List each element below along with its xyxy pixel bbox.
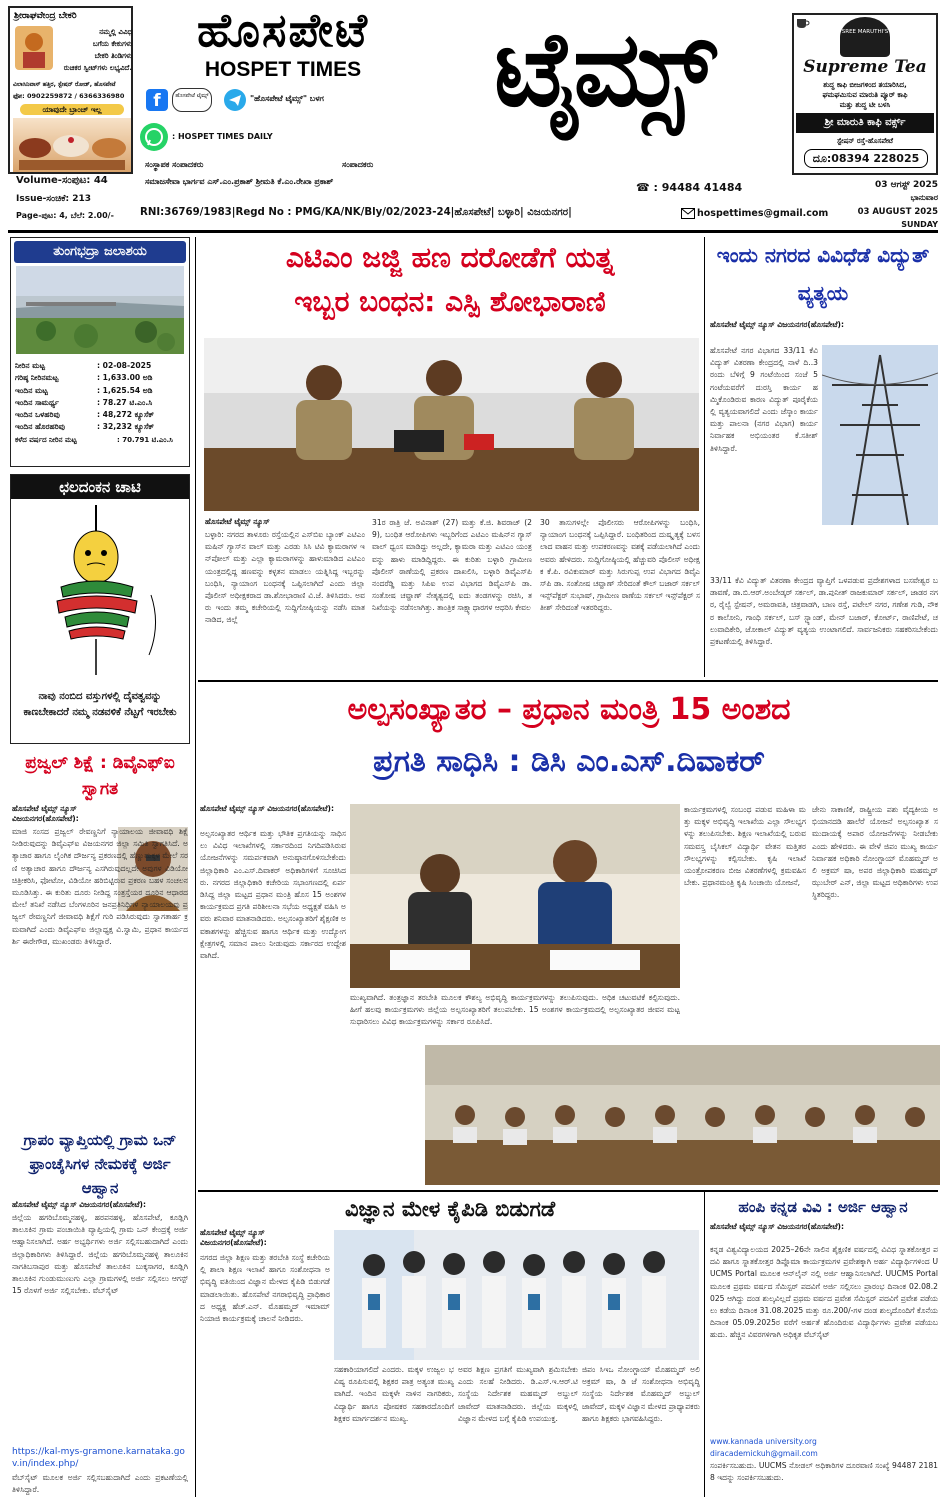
prajwal-byline: ಹೊಸಪೇಟೆ ಟೈಮ್ಸ್ ನ್ಯೂಸ್ ವಿಜಯನಗರ(ಹೊಸಪೇಟೆ): [12,804,79,823]
lead-headline-1: ಎಟಿಎಂ ಜಜ್ಜಿ ಹಣ ದರೋಡೆಗೆ ಯತ್ನ [285,241,615,274]
facebook-badge [172,88,212,112]
minority-col-4: ಜೇನು ಸಾಕಾಣಿಕೆ, ರಾಷ್ಟ್ರೀಯ ಪಶು ವೈದ್ಯಕೀಯ ಅಭಿಯಾನದಡಿ ಹಾಲೆರೆ ಯೋಜನೆ ಅಲ್ಪಸಂಖ್ಯಾತ ಸಮುದಾಯಕ್ಕೆ ಅಪಾರ ಯೋಜನೆಗಳನ್ನು ನೀಡಬೇಕು ಎಂದು ಹೇಳಿದರು. ಈ ವೇಳೆ ಜಿಪಂ ಮುಖ್ಯ ಕಾರ್ಯನಿರ್ವಾಹಕ ಅಧಿಕಾರಿ ನೋಂಗ್ಜಾಯ್ ಮೊಹಮ್ಮದ್ ಅಲಿ ಅಕ್ರಮ್ ಷಾ, ಅಪರ ಜಿಲ್ಲಾಧಿಕಾರಿ ಮಹಮ್ಮದ್ ಝುಬೇರ್ ಎನ್, ಜಿಲ್ಲಾ ಮಟ್ಟದ ಅಧಿಕಾರಿಗಳು ಉಪಸ್ಥಿತರಿದ್ದರು. [812,805,938,900]
dam-row [15,409,187,421]
meeting-hall-photo [425,1045,940,1185]
lead-col-1: ಬಳ್ಳಾರಿ: ನಗರದ ತಾಳೂರು ರಸ್ತೆಯಲ್ಲಿನ ಎಸ್‌ಬಿಐ ಬ್ಯಾಂಕ್ ಎಟಿಎಂ ಮಷಿನ್ ಗ್ಯಾಸ್‌ನ ವಾಲ್ ಮತ್ತು ಎರಡು ಸಿಸಿ ಟಿವಿ ಕ್ಯಾಮರಾಗಳ ಇನ್‌ಪೋಲ್ ಮತ್ತು ಎಲ್ಲಾ ಕ್ಯಾಮರಾಗಳನ್ನು ಹಾಳುಮಾಡಿದ ಎಟಿಎಂ ಯಂತ್ರದಲ್ಲಿದ್ದ ಹಣವನ್ನು ಕಳ್ಳತನ ಮಾಡಲು ಯತ್ನಿಸಿದ್ದ ಇಬ್ಬರನ್ನು ಬಂಧಿಸಿ, ನ್ಯಾಯಾಂಗ ಬಂಧನಕ್ಕೆ ಒಪ್ಪಿಸಲಾಗಿದೆ ಎಂದು ಜಿಲ್ಲಾ ಪೊಲೀಸ್ ಅಧೀಕ್ಷಕರಾದ ಡಾ.ಶೋಭಾರಾಣಿ ವಿ.ಜೆ. ತಿಳಿಸಿದರು. ಅವರು ಇಂದು ತಮ್ಮ ಕಚೇರಿಯಲ್ಲಿ ಸುದ್ದಿಗೋಷ್ಠಿಯನ್ನು ನಡೆಸಿ ಮಾತನಾಡಿದ, ಜಿಲ್ಲೆ [205,530,365,625]
hampi-headline: ಹಂಪಿ ಕನ್ನಡ ವಿವಿ : ಅರ್ಜಿ ಆಹ್ವಾನ [738,1198,908,1216]
cartoon-drawing [21,505,181,685]
founder-label: ಸಂಸ್ಥಾಪಕ ಸಂಪಾದಕರು [145,160,204,169]
phone: ☎ : 94484 41484 [636,181,743,194]
bakery-ad [8,6,133,174]
tea-logo [840,17,890,57]
dam-row-value: : 02-08-2025 [97,361,152,370]
tea-brand: Supreme Tea [803,57,927,77]
bakery-line-1: ನಮ್ಮಲ್ಲಿ ವಿವಿಧ [99,28,132,36]
gramone-link[interactable]: https://kal-mys-gramone.karnataka.gov.in/index.php/ [12,1447,185,1469]
science-col-1: ನಗರದ ಜಿಲ್ಲಾ ಶಿಕ್ಷಣ ಮತ್ತು ತರಬೇತಿ ಸಂಸ್ಥೆ ಕಚೇರಿಯಲ್ಲಿ ಶಾಲಾ ಶಿಕ್ಷಣ ಇಲಾಖೆ ಹಾಗೂ ಸಂಶೋಧನಾ ಅಭಿವೃದ್ಧಿ ವತಿಯಿಂದ ವಿಜ್ಞಾನ ಮೇಳದ ಕೈಪಿಡಿ ಬಿಡುಗಡೆ ಮಾಡಲಾಯಿತು. ಹೊಸಪೇಟೆ ನಗರಾಭಿವೃದ್ಧಿ ಪ್ರಾಧಿಕಾರದ ಅಧ್ಯಕ್ಷ ಹೆಚ್.ಎನ್. ಮೊಹಮ್ಮದ್ ಇಮಾಮ್ ನಿಯಾಜಿ ಕಾರ್ಯಕ್ರಮಕ್ಕೆ ಚಾಲನೆ ನೀಡಿದರು. [200,1253,330,1324]
facebook-icon[interactable]: f [146,89,168,111]
dam-row [15,421,187,433]
minority-headline-1: ಅಲ್ಪಸಂಖ್ಯಾತರ – ಪ್ರಧಾನ ಮಂತ್ರಿ 15 ಅಂಶದ [347,692,791,727]
tea-line-3: ಮತ್ತು ಶುದ್ಧ ಟೀ ಬಳಸಿ [839,101,891,109]
bakery-line-3: ಬೇಕರಿ ತಿಂಡಿಗಳು [94,52,132,60]
gramone-tail: ವೆಬ್‌ಸೈಟ್ ಮೂಲಕ ಅರ್ಜಿ ಸಲ್ಲಿಸಬಹುದಾಗಿದೆ ಎಂದು ಪ್ರಕಟಣೆಯಲ್ಲಿ ತಿಳಿಸಿದ್ದಾರೆ. [12,1473,188,1495]
power-body-bottom: 33/11 ಕೆವಿ ವಿದ್ಯುತ್ ವಿತರಣಾ ಕೇಂದ್ರದ ವ್ಯಾಪ್ತಿಗೆ ಒಳಪಡುವ ಪ್ರದೇಶಗಳಾದ ಬಸವೇಶ್ವರ ಬಡಾವಣೆ, ಡಾ.ಬಿ.ಆರ್.ಅಂಬೇಡ್ಕರ್ ಸರ್ಕಲ್, ಡಾ.ಪುನೀತ್ ರಾಜಕುಮಾರ್ ಸರ್ಕಲ್, ಜಾಡರ ನಗರ, ರೈಲ್ವೆ ಸ್ಟೇಷನ್, ಅಮರಾವತಿ, ಚಿತ್ರವಾಡಗಿ, ಬಾಣ ರಸ್ತೆ, ಪಟೇಲ್ ನಗರ, ಗಣೇಶ ಗುಡಿ, ನೌಕರ ಕಾಲೋನಿ, ಗಾಂಧಿ ಸರ್ಕಲ್, ಬಸ್ ಸ್ಟ್ಯಾಂಡ್, ಮೇನ್ ಬಜಾರ್, ಕೋರ್ಟ್, ರಾಣಿಪೇಟೆ, ಚಲುವಾದಿಕೇರಿ, ಜೋಕಾಲ್ ವಿದ್ಯುತ್ ವ್ಯತ್ಯಯ ಉಂಟಾಗಲಿದೆ. ಸಾರ್ವಜನಿಕರು ಸಹಕರಿಸಬೇಕೆಂದು ಪ್ರಕಟಣೆಯಲ್ಲಿ ತಿಳಿಸಿದ್ದಾರೆ. [710,576,938,647]
bakery-ad-title: ಶ್ರೀರಾಘವೇಂದ್ರ ಬೇಕರಿ [14,11,77,21]
bakery-phones: ಫೋ: 0902259872 / 6366336980 [13,92,125,100]
left-column-divider [195,237,196,1497]
dam-row-label: ಗರಿಷ್ಠ ನೀರಿನಮಟ್ಟ [15,373,59,383]
prajwal-body: ಮಾಜಿ ಸಂಸದ ಪ್ರಜ್ವಲ್ ರೇವಣ್ಣನಿಗೆ ನ್ಯಾಯಾಲಯ ಜೀವಾವಧಿ ಶಿಕ್ಷೆ ನೀಡಿರುವುದನ್ನು ಡಿವೈಎಫ್ಐ ವಿಜಯನಗರ ಜಿಲ್ಲಾ ಸಮಿತಿ ಸ್ವಾಗತಿಸಿದೆ. ಅತ್ಯಾಚಾರ ಹಾಗೂ ಲೈಂಗಿಕ ದೌರ್ಜನ್ಯ ಪ್ರಕರಣದಲ್ಲಿ ಹೆಣ್ಣುಮಕ್ಕಳ ಮೇಲೆ ಸರಣಿ ಅತ್ಯಾಚಾರ ಹಾಗೂ ದೌರ್ಜನ್ಯ ಎಸಗಿರುವುದಲ್ಲದೇ ಅವುಗಳ ವಿಡಿಯೋ ಚಿತ್ರೀಕರಿಸಿ, ಫೋಟೋ, ವಿಡಿಯೋ ಹರಿಬಿಟ್ಟಿರುವ ಪ್ರಕರಣ ಬಹಳ ಸಂಚಲನ ಮೂಡಿಸಿತ್ತು. ಈ ಕುರಿತು ದೂರು ನೀಡಿದ್ದ ಸಂತ್ರಸ್ತೆಯರ ದೂರಿನ ಆಧಾರದ ಮೇಲೆ ತನಿಖೆ ನಡೆಸಿದ ಬೆಂಗಳೂರಿನ ಜನಪ್ರತಿನಿಧಿಗಳ ನ್ಯಾಯಾಲಯವು ಪ್ರಜ್ವಲ್ ರೇವಣ್ಣನಿಗೆ ಜೀವಾವಧಿ ಶಿಕ್ಷೆಗೆ ಗುರಿ ಪಡಿಸಿರುವುದು ಸ್ವಾಗತಾರ್ಹ ಕ್ರಮವಾಗಿದೆ ಎಂದು ಡಿವೈಎಫ್ಐ ಜಿಲ್ಲಾಧ್ಯಕ್ಷ ವಿ.ಸ್ವಾಮಿ, ಪ್ರಧಾನ ಕಾರ್ಯದರ್ಶಿ ಈರೇಗೌಡ, ಮುಖಂಡರು ತಿಳಿಸಿದ್ದಾರೆ. [12,827,188,946]
science-col-4: ಜಿಪಂ ಸಿಇಒ ನೋಂಗ್ಜಾಯ್ ಮೊಹಮ್ಮದ್ ಅಲಿ ಅಕ್ರಮ್ ಷಾ, ಡಿ ಜೆ ಸಂಶೋಧನಾ ಅಭಿವೃದ್ಧಿ ಸಂಸ್ಥೆಯ ನಿರ್ದೇಶಕ ಮೊಹಮ್ಮದ್ ಅಬ್ದುಲ್ ಜಾವೇದ್, ಮಕ್ಕಳ ವಿಜ್ಞಾನ ಮೇಳದ ಪ್ರಾಧ್ಯಾಪಕರು ಹಾಗೂ ಶಿಕ್ಷಕರು ಭಾಗವಹಿಸಿದ್ದರು. [582,1365,700,1423]
english-title: HOSPET TIMES [204,58,362,81]
dam-row-label: ಇಂದಿನ ಹೊರಹರಿವು [15,422,65,432]
dam-row-value: : 1,633.00 ಅಡಿ [97,373,153,383]
dam-row [15,397,187,409]
page-price: Page-ಪುಟ: 4, ಬೆಲೆ: 2.00/- [16,211,114,220]
power-byline: ಹೊಸಪೇಟೆ ಟೈಮ್ಸ್ ನ್ಯೂಸ್ ವಿಜಯನಗರ(ಹೊಸಪೇಟೆ): [710,320,844,329]
hampi-byline: ಹೊಸಪೇಟೆ ಟೈಮ್ಸ್ ನ್ಯೂಸ್ ವಿಜಯನಗರ(ಹೊಸಪೇಟೆ): [710,1222,844,1231]
dam-row-label: ನೀರಿನ ಮಟ್ಟ [15,361,46,370]
dam-row-value: : 70.791 ಟಿ.ಎಂ.ಸಿ [117,435,173,444]
bakery-address: ವಿಲಾಸಿನಿವಾಸ್ ಹತ್ತಿರ, ಸ್ಟೇಷನ್ ರೋಡ್, ಹೊಸಪೇಟೆ [13,81,116,88]
tea-shop: ಶ್ರೀ ಮಾರುತಿ ಕಾಫಿ ವರ್ಕ್ಸ್ [796,113,934,133]
power-body-top: ಹೊಸಪೇಟೆ ನಗರ ವಿಭಾಗದ 33/11 ಕೆವಿ ವಿದ್ಯುತ್ ವಿತರಣಾ ಕೇಂದ್ರದಲ್ಲಿ ನಾಳೆ ದಿ..3 ರಂದು ಬೆಳಿಗ್ಗೆ 9 ಗಂಟೆಯಿಂದ ಸಂಜೆ 5 ಗಂಟೆಯವರೆಗೆ ದುರಸ್ತಿ ಕಾರ್ಯ ಹಮ್ಮಿಕೊಂಡಿರುವ ಕಾರಣ ವಿದ್ಯುತ್ ಪೂರೈಕೆಯಲ್ಲಿ ವ್ಯತ್ಯಯವಾಗಲಿದೆ ಎಂದು ಜೆಸ್ಕಾಂ ಕಾರ್ಯ ಮತ್ತು ಪಾಲನಾ (ನಗರ ವಿಭಾಗ) ಕಾರ್ಯನಿರ್ವಾಹಕ ಅಭಿಯಂತರ ಕೆ.ಸತೀಶ್ ತಿಳಿಸಿದ್ದಾರೆ. [710,346,818,453]
lead-headline-2: ಇಬ್ಬರ ಬಂಧನ: ಎಸ್ಪಿ ಶೋಭಾರಾಣಿ [294,285,606,318]
day-en: SUNDAY [901,220,938,229]
tea-phone: ದೂ:08394 228025 [804,149,928,168]
big-title: ಟೈಮ್ಸ್ [494,7,712,130]
tea-line-2: ಘಮಘಮಿಸುವ ಮಾರುತಿ ಪ್ಯೂರ್ ಕಾಫಿ [822,91,908,99]
dam-photo [16,266,184,354]
telegram-label: "ಹೊಸಪೇಟೆ ಟೈಮ್ಸ್" ಬಳಗ [250,94,324,103]
dam-row [15,385,187,397]
date-kn: 03 ಆಗಸ್ಟ್ 2025 [875,180,938,190]
dam-row-value: : 1,625.54 ಅಡಿ [97,385,153,395]
dam-box [10,237,190,467]
bakery-cakes-image [13,118,131,172]
minority-col-2: ಮುಖ್ಯವಾಗಿದೆ. ತಂತ್ರಜ್ಞಾನ ತರಬೇತಿ ಮೂಲಕ ಕೌಶಲ್ಯ ಅಭಿವೃದ್ಧಿ ಕಾರ್ಯಕ್ರಮಗಳನ್ನು ತಲುಪಿಸುವುದು. ಅಧಿಕ ಚಟುವಟಿಕೆ ಕಲ್ಪಿಸುವುದು. ಹೀಗೆ ಹಲವು ಕಾರ್ಯಕ್ರಮಗಳು ಜಿಲ್ಲೆಯ ಅಲ್ಪಸಂಖ್ಯಾತರಿಗೆ ತಲುಪಬೇಕು. 15 ಅಂಶಗಳ ಕಾರ್ಯಕ್ರಮದಲ್ಲಿ ಅಲ್ಪಸಂಖ್ಯಾತರ ಜೀವನ ಮಟ್ಟ ಸುಧಾರಿಸಲು ವಿವಿಧ ಕಾರ್ಯಕ್ರಮಗಳನ್ನು ಸರ್ಕಾರ ರೂಪಿಸಿದೆ. [350,993,680,1027]
science-release-photo [334,1230,699,1360]
kannada-title: ಹೊಸಪೇಟೆ [196,3,370,57]
hampi-email[interactable]: diracademickuh@gmail.com [710,1449,818,1458]
date-en: 03 AUGUST 2025 [857,207,938,217]
volume: Volume-ಸಂಪುಟ: 44 [16,175,108,186]
telegram-icon[interactable] [224,89,246,111]
minority-col-3: ಕಾರ್ಯಕ್ರಮಗಳಲ್ಲಿ ಸಂಬಂಧ ಪಡುವ ಮಹಿಳಾ ಮತ್ತು ಮಕ್ಕಳ ಅಭಿವೃದ್ಧಿ ಇಲಾಖೆಯ ಎಲ್ಲಾ ಸೌಲಭ್ಯಗಳನ್ನು ತಲುಪಿಸಬೇಕು. ಶಿಕ್ಷಣ ಇಲಾಖೆಯಲ್ಲಿ ಬರುವ ಸಮವಸ್ತ್ರ ಬೈಸಿಕಲ್ ವಿದ್ಯಾರ್ಥಿ ವೇತನ ಮತ್ತಿತರ ಸೌಲಭ್ಯಗಳನ್ನು ಕಲ್ಪಿಸಬೇಕು. ಕೃಷಿ ಇಲಾಖೆ ಯಂತ್ರೋಪಕರಣ ಬೀಜ ವಿತರಣೆಗಳಲ್ಲಿ ಕ್ರಮವಹಿಸಬೇಕು. ಪ್ರಧಾನಮಂತ್ರಿ ಕೃಷಿ ಸಿಂಚಾಯಿ ಯೋಜನೆ, [684,805,806,888]
hampi-body: ಕನ್ನಡ ವಿಶ್ವವಿದ್ಯಾಲಯದ 2025–26ನೇ ಸಾಲಿನ ಶೈಕ್ಷಣಿಕ ವರ್ಷದಲ್ಲಿ ವಿವಿಧ ಸ್ನಾತಕೋತ್ತರ ಪದವಿ ಹಾಗೂ ಸ್ನಾತಕೋತ್ತರ ಡಿಪ್ಲೊಮಾ ಕಾರ್ಯಕ್ರಮಗಳ ಪ್ರವೇಶಕ್ಕಾಗಿ ಅರ್ಹ ವಿದ್ಯಾರ್ಥಿಗಳಿಂದ UUCMS Portal ಮೂಲಕ ಆನ್‌ಲೈನ್ ನಲ್ಲಿ ಅರ್ಜಿ ಆಹ್ವಾನಿಸಲಾಗಿದೆ. UUCMS Portal ಮೂಲಕ ಪ್ರಥಮ ವರ್ಷದ ಸೆಮಿಸ್ಟರ್ ಪದವಿಗೆ ಅರ್ಜಿ ಸಲ್ಲಿಸಲು ಪ್ರಾರಂಭ ದಿನಾಂಕ 02.08.2025 ಆಗಿದ್ದು ದಂಡ ಶುಲ್ಕವಿಲ್ಲದೆ ಪ್ರಥಮ ವರ್ಷದ ಪ್ರವೇಶ ಸೆಮಿಸ್ಟರ್ ಪದವಿಗೆ ಪ್ರವೇಶ ಪಡೆಯಲು ಕಡೆಯ ದಿನಾಂಕ 31.08.2025 ಮತ್ತು ರೂ.200/-ಗಳ ದಂಡ ಶುಲ್ಕದೊಂದಿಗೆ ಕೊನೆಯ ದಿನಾಂಕ 05.09.2025ರ ವರೆಗೆ ಅರ್ಹತೆ ಹೊಂದಿರುವ ವಿದ್ಯಾರ್ಥಿಗಳು ಪ್ರವೇಶ ಪಡೆಯಬಹುದು. ಹೆಚ್ಚಿನ ವಿವರಗಳಿಗಾಗಿ ಅಧಿಕೃತ ವೆಬ್‌ಸೈಟ್ [710,1245,938,1340]
dam-row-value: : 32,232 ಕ್ಯೂಸೆಕ್ [97,422,155,432]
mid-divider-1 [198,680,938,682]
dam-row-label: ಇಂದಿನ ಸಾಮರ್ಥ್ಯ [15,397,59,407]
dc-meeting-photo [350,804,680,988]
lead-power-divider [704,237,705,677]
editor-label: ಸಂಪಾದಕರು [342,160,374,169]
cartoon-caption: ನಾವು ನಂಬಿದ ವಸ್ತುಗಳಲ್ಲಿ ದೈವತ್ವವನ್ನು ಕಾಣಬೇಕಾದರೆ ನಮ್ಮ ನಡವಳಿಕೆ ನೆಟ್ಟಗೆ ಇರಬೇಕು [23,691,177,718]
gramone-body: ಜಿಲ್ಲೆಯ ಹಗರಿಬೊಮ್ಮನಹಳ್ಳಿ, ಹರಪನಹಳ್ಳಿ, ಹೊಸಪೇಟೆ, ಕೂಡ್ಲಿಗಿ ತಾಲೂಕಿನ ಗ್ರಾಮ ಪಂಚಾಯಿತಿ ವ್ಯಾಪ್ತಿಯಲ್ಲಿ ಗ್ರಾಮ ಒನ್ ಕೇಂದ್ರಕ್ಕೆ ಅರ್ಜಿ ಆಹ್ವಾನಿಸಲಾಗಿದೆ. ಅರ್ಹ ಅಭ್ಯರ್ಥಿಗಳು ಅರ್ಜಿ ಸಲ್ಲಿಸಬಹುದಾಗಿದೆ ಎಂದು ಜಿಲ್ಲಾಧಿಕಾರಿಗಳು ತಿಳಿಸಿದ್ದಾರೆ. ಜಿಲ್ಲೆಯ ಹಗರಿಬೊಮ್ಮನಹಳ್ಳಿ ತಾಲೂಕಿನ ನಾಗತಿಬಸಾಪುರ ಮತ್ತು ಹೊಸಪೇಟೆ ತಾಲೂಕಿನ ಬುಕ್ಕಸಾಗರ, ಕೂಡ್ಲಿಗಿ ತಾಲೂಕಿನ ಗುಂಡುಮುಣುಗು ಎಲ್ಲಾ ಗ್ರಾಮಗಳಲ್ಲಿ ಅರ್ಜಿ ಸಲ್ಲಿಸಲು ಆಗಸ್ಟ್ 15 ರೊಳಗೆ ಅರ್ಜಿ ಸಲ್ಲಿಸಬೇಕು. ವೆಬ್‌ಸೈಟ್ [12,1213,188,1296]
tea-ad [792,13,938,175]
gramone-byline: ಹೊಸಪೇಟೆ ಟೈಮ್ಸ್ ನ್ಯೂಸ್ ವಿಜಯನಗರ(ಹೊಸಪೇಟೆ): [12,1200,146,1209]
prajwal-headline: ಪ್ರಜ್ವಲ್ ಶಿಕ್ಷೆ : ಡಿವೈಎಫ್ಐ ಸ್ವಾಗತ [25,753,175,799]
lead-col-3: 30 ತಾಸುಗಳಲ್ಲೇ ಪೊಲೀಸರು ಆರೋಪಿಗಳನ್ನು ಬಂಧಿಸಿ, ನ್ಯಾಯಾಂಗ ಬಂಧನಕ್ಕೆ ಒಪ್ಪಿಸಿದ್ದಾರೆ. ಬಂಧಿತರಿಂದ ದುಷ್ಕೃತ್ಯಕ್ಕೆ ಬಳಸಲಾದ ವಾಹನ ಮತ್ತು ಉಪಕರಣವನ್ನು ವಶಕ್ಕೆ ಪಡೆಯಲಾಗಿದೆ ಎಂದು ಅವರು ಹೇಳಿದರು. ಸುದ್ದಿಗೋಷ್ಠಿಯಲ್ಲಿ ಹೆಚ್ಚುವರಿ ಪೊಲೀಸ್ ಅಧೀಕ್ಷಕ ಕೆ.ಪಿ. ರವಿಕುಮಾರ್ ಮತ್ತು ಸಿರುಗುಪ್ಪ ಉಪ ವಿಭಾಗದ ಡಿವೈಎಸ್‌ಪಿ ಡಾ. ಸಂತೋಷ ಚವ್ಹಾಣ್ ಸೇರಿದಂತೆ ಕೌಲ್ ಬಜಾರ್ ಸರ್ಕಲ್ ಇನ್ಸ್‌ಪೆಕ್ಟರ್ ಸುಭಾಷ್, ಗ್ರಾಮೀಣ ಠಾಣೆಯ ಸರ್ಕಲ್ ಇನ್ಸ್‌ಪೆಕ್ಟರ್ ಸತೀಶ್ ಸೇರಿದಂತೆ ಇತರರಿದ್ದರು. [540,518,700,613]
issue: Issue-ಸಂಚಿಕೆ: 213 [16,194,92,204]
facebook-label: ಹೊಸಪೇಟೆ ಟೈಮ್ಸ್ [175,93,209,99]
tea-line-1: ಶುದ್ಧ ಕಾಫಿ ಬೀಜಗಳಿಂದ ತಯಾರಿಸಿದ, [823,81,907,89]
dam-row-label: ಕಳೆದ ವರ್ಷದ ನೀರಿನ ಮಟ್ಟ [15,435,77,444]
cartoon-title: ಛಲದಂಕನ ಚಾಟಿ [11,475,189,499]
dam-row-value: : 78.27 ಟಿ.ಎಂ.ಸಿ [97,397,153,407]
dam-title: ತುಂಗಭದ್ರಾ ಜಲಾಶಯ [14,241,186,263]
day-kn: ಭಾನುವಾರ [910,193,938,202]
email[interactable]: hospettimes@gmail.com [697,208,829,219]
lead-byline: ಹೊಸಪೇಟೆ ಟೈಮ್ಸ್ ನ್ಯೂಸ್ [205,517,270,526]
tea-cup-icon [796,17,810,29]
dam-row [15,372,187,384]
press-meet-photo [204,338,699,511]
gramone-headline: ಗ್ರಾಪಂ ವ್ಯಾಪ್ತಿಯಲ್ಲಿ ಗ್ರಾಮ ಒನ್ ಫ್ರಾಂಚೈಸಿಗಳ ನೇಮಕಕ್ಕೆ ಅರ್ಜಿ ಆಹ್ವಾನ [23,1131,177,1197]
bakery-tagline: ಯಾವುದೇ ಬ್ರಾಂಚ್ ಇಲ್ಲ [20,104,124,115]
registration-line: RNI:36769/1983|Regd No : PMG/KA/NK/Bly/02/2023-24|ಹೊಸಪೇಟೆ| ಬಳ್ಳಾರಿ| ವಿಜಯನಗರ| [140,207,572,218]
bakery-line-4: ರುಚಿಕರ ಸ್ವೀಟ್‌ಗಳು ಲಭ್ಯವಿದೆ. [63,64,132,72]
tea-brand-small: SREE MARUTHI'S [841,29,889,35]
dam-row-value: : 48,272 ಕ್ಯೂಸೆಕ್ [97,410,155,420]
hampi-tail: ಸಂಪರ್ಕಿಸಬಹುದು. UUCMS ನೋಡಲ್ ಅಧಿಕಾರಿಗಳ ದೂರವಾಣಿ ಸಂಖ್ಯೆ 94487 21818 ಇದನ್ನು ಸಂಪರ್ಕಿಸಬಹುದು. [710,1461,938,1483]
whatsapp-label: : HOSPET TIMES DAILY [172,132,273,141]
whatsapp-icon[interactable] [140,123,168,151]
masthead-divider [8,230,938,233]
hampi-site[interactable]: www.kannada university.org [710,1437,817,1446]
tea-address: ಸ್ಟೇಷನ್ ರಸ್ತೆ-ಹೊಸಪೇಟೆ [836,137,894,145]
science-headline: ವಿಜ್ಞಾನ ಮೇಳ ಕೈಪಿಡಿ ಬಿಡುಗಡೆ [344,1197,556,1221]
founder-names: ಸಮಾಜಸೇವಾ ಭಾರ್ಗವ ಎಸ್.ಎಂ.ಪ್ರಕಾಶ್ ಶ್ರೀಮತಿ ಕೆ.ಎಂ.ರೇಖಾ ಪ್ರಕಾಶ್ [145,177,334,186]
dam-row-label: ಇಂದಿನ ಮಟ್ಟ [15,385,48,395]
mail-icon [681,208,695,219]
power-headline: ಇಂದು ನಗರದ ವಿವಿಧೆಡೆ ವಿದ್ಯುತ್ ವ್ಯತ್ಯಯ [716,243,930,305]
bakery-line-2: ಬಗೆಯ ಕೇಕುಗಳು [92,40,132,48]
science-col-2: ಸಹಕಾರಿಯಾಗಲಿದೆ ಎಂದರು. ಮಕ್ಕಳ ಉಜ್ವಲ ಭವಿಷ್ಯ ರೂಪಿಸುವಲ್ಲಿ ಶಿಕ್ಷಕರ ಪಾತ್ರ ಅತ್ಯಂತ ಮುಖ್ಯವಾಗಿದೆ. ಇಂದಿನ ಮಕ್ಕಳೇ ನಾಳಿನ ನಾಗರಿಕರು, ವಿದ್ಯಾರ್ಥಿ ಹಾಗೂ ಪೋಷಕರ ಸಹಕಾರದೊಂದಿಗೆ ಶಿಕ್ಷಕರ ಮಾರ್ಗದರ್ಶನ ಮುಖ್ಯ. [334,1365,454,1423]
lead-col-2: 31ರ ರಾತ್ರಿ ಜೆ. ಅವಿನಾಶ್ (27) ಮತ್ತು ಕೆ.ಜಿ. ಶಿವರಾಜ್ (29), ಬಂಧಿತ ಆರೋಪಿಗಳು ಇಬ್ಬರಿಗೆಂದ ಎಟಿಎಂ ಮಷಿನ್‌ನ ಗ್ಯಾಸ್ ವಾಲ್ ಧ್ವಂಸ ಮಾಡಿದ್ದು ಅಲ್ಲದೇ, ಕ್ಯಾಮರಾ ಮತ್ತು ಎಟಿಎಂ ಯಂತ್ರವನ್ನು ಹಾಳು ಮಾಡಿದ್ದಿದ್ದರು. ಈ ಕುರಿತು ಬಳ್ಳಾರಿ ಗ್ರಾಮೀಣ ಪೊಲೀಸ್ ಠಾಣೆಯಲ್ಲಿ ಪ್ರಕರಣ ದಾಖಲಿಸಿ, ಬಳ್ಳಾರಿ ಡಿವೈಎಸ್‌ಪಿ ನಂದರೆಡ್ಡಿ ಮತ್ತು ಸಿಪಿಐ ಉಪ ವಿಭಾಗದ ಡಿವೈಎಸ್‌ಪಿ ಡಾ. ಸಂತೋಷ ಚವ್ಹಾಣ್ ನೇತೃತ್ವದಲ್ಲಿ ಐದು ತಂಡಗಳನ್ನು ರಚಿಸಿ, ತನಿಖೆಯನ್ನು ನಡೆಸಲಾಗಿತ್ತು. ತಾಂತ್ರಿಕ ಸಾಕ್ಷ್ಯಾಧಾರಗಳ ಆಧರಿಸಿ ಕೇವಲ [372,518,532,613]
science-hampi-divider [704,1192,705,1497]
dam-table [15,360,187,446]
dam-row [15,434,187,446]
dam-row-label: ಇಂದಿನ ಒಳಹರಿವು [15,410,60,420]
minority-headline-2: ಪ್ರಗತಿ ಸಾಧಿಸಿ : ಡಿಸಿ ಎಂ.ಎಸ್.ದಿವಾಕರ್ [373,744,765,779]
science-byline: ಹೊಸಪೇಟೆ ಟೈಮ್ಸ್ ನ್ಯೂಸ್ ವಿಜಯನಗರ(ಹೊಸಪೇಟೆ): [200,1228,267,1247]
cartoon-box [10,474,190,744]
science-col-3: ಅವರ ಶಿಕ್ಷಣ ಪ್ರಗತಿಗೆ ಮುಖ್ಯವಾಗಿ ಶ್ರಮಿಸಬೇಕು ಎಂದು ಸಲಹೆ ನೀಡಿದರು. ಡಿ.ಎಸ್.ಇ.ಆರ್.ಟಿ ಸಂಸ್ಥೆಯ ನಿರ್ದೇಶಕ ಮಹಮ್ಮದ್ ಅಬ್ದುಲ್ ಜಾವೇದ್ ಮಾತನಾಡಿದರು. ಜಿಲ್ಲೆಯ ಮಕ್ಕಳಲ್ಲಿ ವಿಜ್ಞಾನ ಮೇಳದ ಬಗ್ಗೆ ಕೈಪಿಡಿ ಉಪಯುಕ್ತ. [458,1365,578,1423]
power-tower-photo [822,345,938,525]
minority-byline: ಹೊಸಪೇಟೆ ಟೈಮ್ಸ್ ನ್ಯೂಸ್ ವಿಜಯನಗರ(ಹೊಸಪೇಟೆ): [200,804,334,813]
dam-row [15,360,187,372]
minority-col-1: ಅಲ್ಪಸಂಖ್ಯಾತರ ಆರ್ಥಿಕ ಮತ್ತು ಭೌತಿಕ ಪ್ರಗತಿಯನ್ನು ಸಾಧಿಸಲು ವಿವಿಧ ಇಲಾಖೆಗಳಲ್ಲಿ ಸರ್ಕಾರದಿಂದ ನಿಗದಿಪಡಿಸಿರುವ ಯೋಜನೆಗಳನ್ನು ಸಮರ್ಪಕವಾಗಿ ಅನುಷ್ಠಾನಗೊಳಿಸಬೇಕೆಂದು ಜಿಲ್ಲಾಧಿಕಾರಿ ಎಂ.ಎಸ್.ದಿವಾಕರ್ ಅಧಿಕಾರಿಗಳಿಗೆ ಸೂಚಿಸಿದರು. ನಗರದ ಜಿಲ್ಲಾಧಿಕಾರಿ ಕಚೇರಿಯ ಸಭಾಂಗಣದಲ್ಲಿ ಏರ್ಪಡಿಸಿದ್ದ ಜಿಲ್ಲಾ ಮಟ್ಟದ ಪ್ರಧಾನ ಮಂತ್ರಿ ಹೊಸ 15 ಅಂಶಗಳ ಕಾರ್ಯಕ್ರಮದ ಪ್ರಗತಿ ಪರಿಶೀಲನಾ ಸಭೆಯ ಅಧ್ಯಕ್ಷತೆ ವಹಿಸಿ ಅವರು ಶನಿವಾರ ಮಾತನಾಡಿದರು. ಅಲ್ಪಸಂಖ್ಯಾತರಿಗೆ ಶೈಕ್ಷಣಿಕ ಅವಕಾಶಗಳನ್ನು ಹೆಚ್ಚಿಸುವ ಹಾಗೂ ಆರ್ಥಿಕ ಮತ್ತು ಉದ್ಯೋಗ ಕ್ಷೇತ್ರಗಳಲ್ಲಿ ಸಮಾನ ಪಾಲು ನೀಡುವುದು ಸರ್ಕಾರದ ಉದ್ದೇಶವಾಗಿದೆ. [200,829,346,961]
